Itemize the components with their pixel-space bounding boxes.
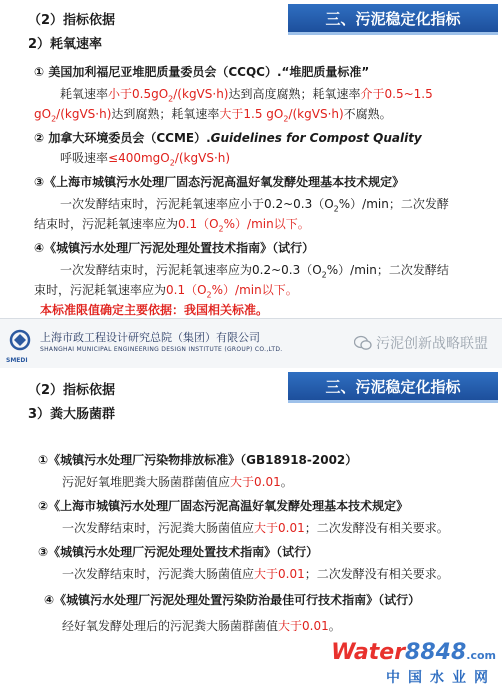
item4-line1: 一次发酵结束时，污泥耗氧速率应为$0.2\sim 0.3(O_2\%)/\min$；二次发酵结 bbox=[60, 263, 449, 280]
company-name-cn: 上海市政工程设计研究总院（集团）有限公司 bbox=[40, 331, 260, 344]
section-heading: （2）指标依据 bbox=[28, 383, 116, 398]
item3-title: ③《上海市城镇污水处理厂固态污泥高温好氧发酵处理基本技术规定》 bbox=[34, 175, 405, 189]
item1-line1: 污泥好氧堆肥粪大肠菌群菌值应大于0.01。 bbox=[62, 475, 293, 489]
item3-line1: 一次发酵结束时，污泥粪大肠菌值应大于0.01；二次发酵没有相关要求。 bbox=[62, 567, 449, 581]
item3-line2: 结束时，污泥耗氧速率应为$0.1(O_2\%)/\min$以下。 bbox=[34, 217, 310, 234]
item1-title: ① 美国加利福尼亚堆肥质量委员会（CCQC）.“堆肥质量标准” bbox=[34, 65, 370, 79]
slide-banner: 三、污泥稳定化指标 bbox=[288, 372, 498, 403]
item2-line1: 一次发酵结束时，污泥粪大肠菌值应大于0.01；二次发酵没有相关要求。 bbox=[62, 521, 449, 535]
wechat-account bbox=[354, 333, 488, 353]
slide-oxygen-uptake-rate bbox=[0, 0, 502, 318]
company-name-en: SHANGHAI MUNICIPAL ENGINEERING DESIGN INSTITUTE (GROUP) CO.,LTD. bbox=[40, 346, 283, 353]
subsection-heading: 2）耗氧速率 bbox=[28, 37, 103, 52]
company-footer-strip bbox=[0, 318, 502, 370]
item3-title: ③《城镇污水处理厂污泥处理处置技术指南》（试行） bbox=[38, 545, 319, 559]
wechat-account-name: 污泥创新战略联盟 bbox=[376, 336, 488, 352]
item4-title: ④《城镇污水处理厂污泥处理处置技术指南》（试行） bbox=[34, 241, 315, 255]
watermark-site-name: 中国水业网 bbox=[386, 670, 496, 686]
item2-title: ② 加拿大环境委员会（CCME）.Guidelines for Compost Quality bbox=[34, 131, 422, 145]
item2-title: ②《上海市城镇污水处理厂固态污泥高温好氧发酵处理基本技术规定》 bbox=[38, 499, 409, 513]
watermark-logo: Water8848.com bbox=[331, 640, 496, 665]
item4-title: ④《城镇污水处理厂污泥处理处置污染防治最佳可行技术指南》（试行） bbox=[44, 593, 421, 607]
slide-fecal-coliform bbox=[0, 368, 502, 691]
water8848-watermark bbox=[331, 642, 496, 687]
smedi-logo-icon bbox=[6, 329, 34, 359]
wechat-icon bbox=[354, 335, 372, 351]
item1-line2: $gO_2/(kgVS\cdot h)$达到腐熟；耗氧速率大于1.5 $gO_2/(kgVS\cdot h)$不腐熟。 bbox=[34, 107, 392, 124]
item4-line2: 束时，污泥耗氧速率应为$0.1(O_2\%)/\min$以下。 bbox=[34, 283, 298, 300]
item3-line1: 一次发酵结束时，污泥耗氧速率应小于$0.2\sim 0.3(O_2\%)/\min$；二次发酵 bbox=[60, 197, 449, 214]
logo-text: SMEDI bbox=[6, 357, 28, 364]
item4-line1: 经好氧发酵处理后的污泥粪大肠菌群菌值大于0.01。 bbox=[62, 619, 341, 633]
standard-basis-note: 本标准限值确定主要依据：我国相关标准。 bbox=[40, 303, 269, 317]
slide-banner: 三、污泥稳定化指标 bbox=[288, 4, 498, 35]
section-heading: （2）指标依据 bbox=[28, 13, 116, 28]
item1-title: ①《城镇污水处理厂污染物排放标准》（GB18918-2002） bbox=[38, 453, 358, 467]
subsection-heading: 3）粪大肠菌群 bbox=[28, 407, 116, 422]
item1-line1: 耗氧速率小于$0.5gO_2/(kgVS\cdot h)$达到高度腐熟；耗氧速率介于0.5~1.5 bbox=[60, 87, 433, 104]
item2-line1: 呼吸速率≤400mgO$_2$/(kgVS·h) bbox=[60, 151, 231, 168]
